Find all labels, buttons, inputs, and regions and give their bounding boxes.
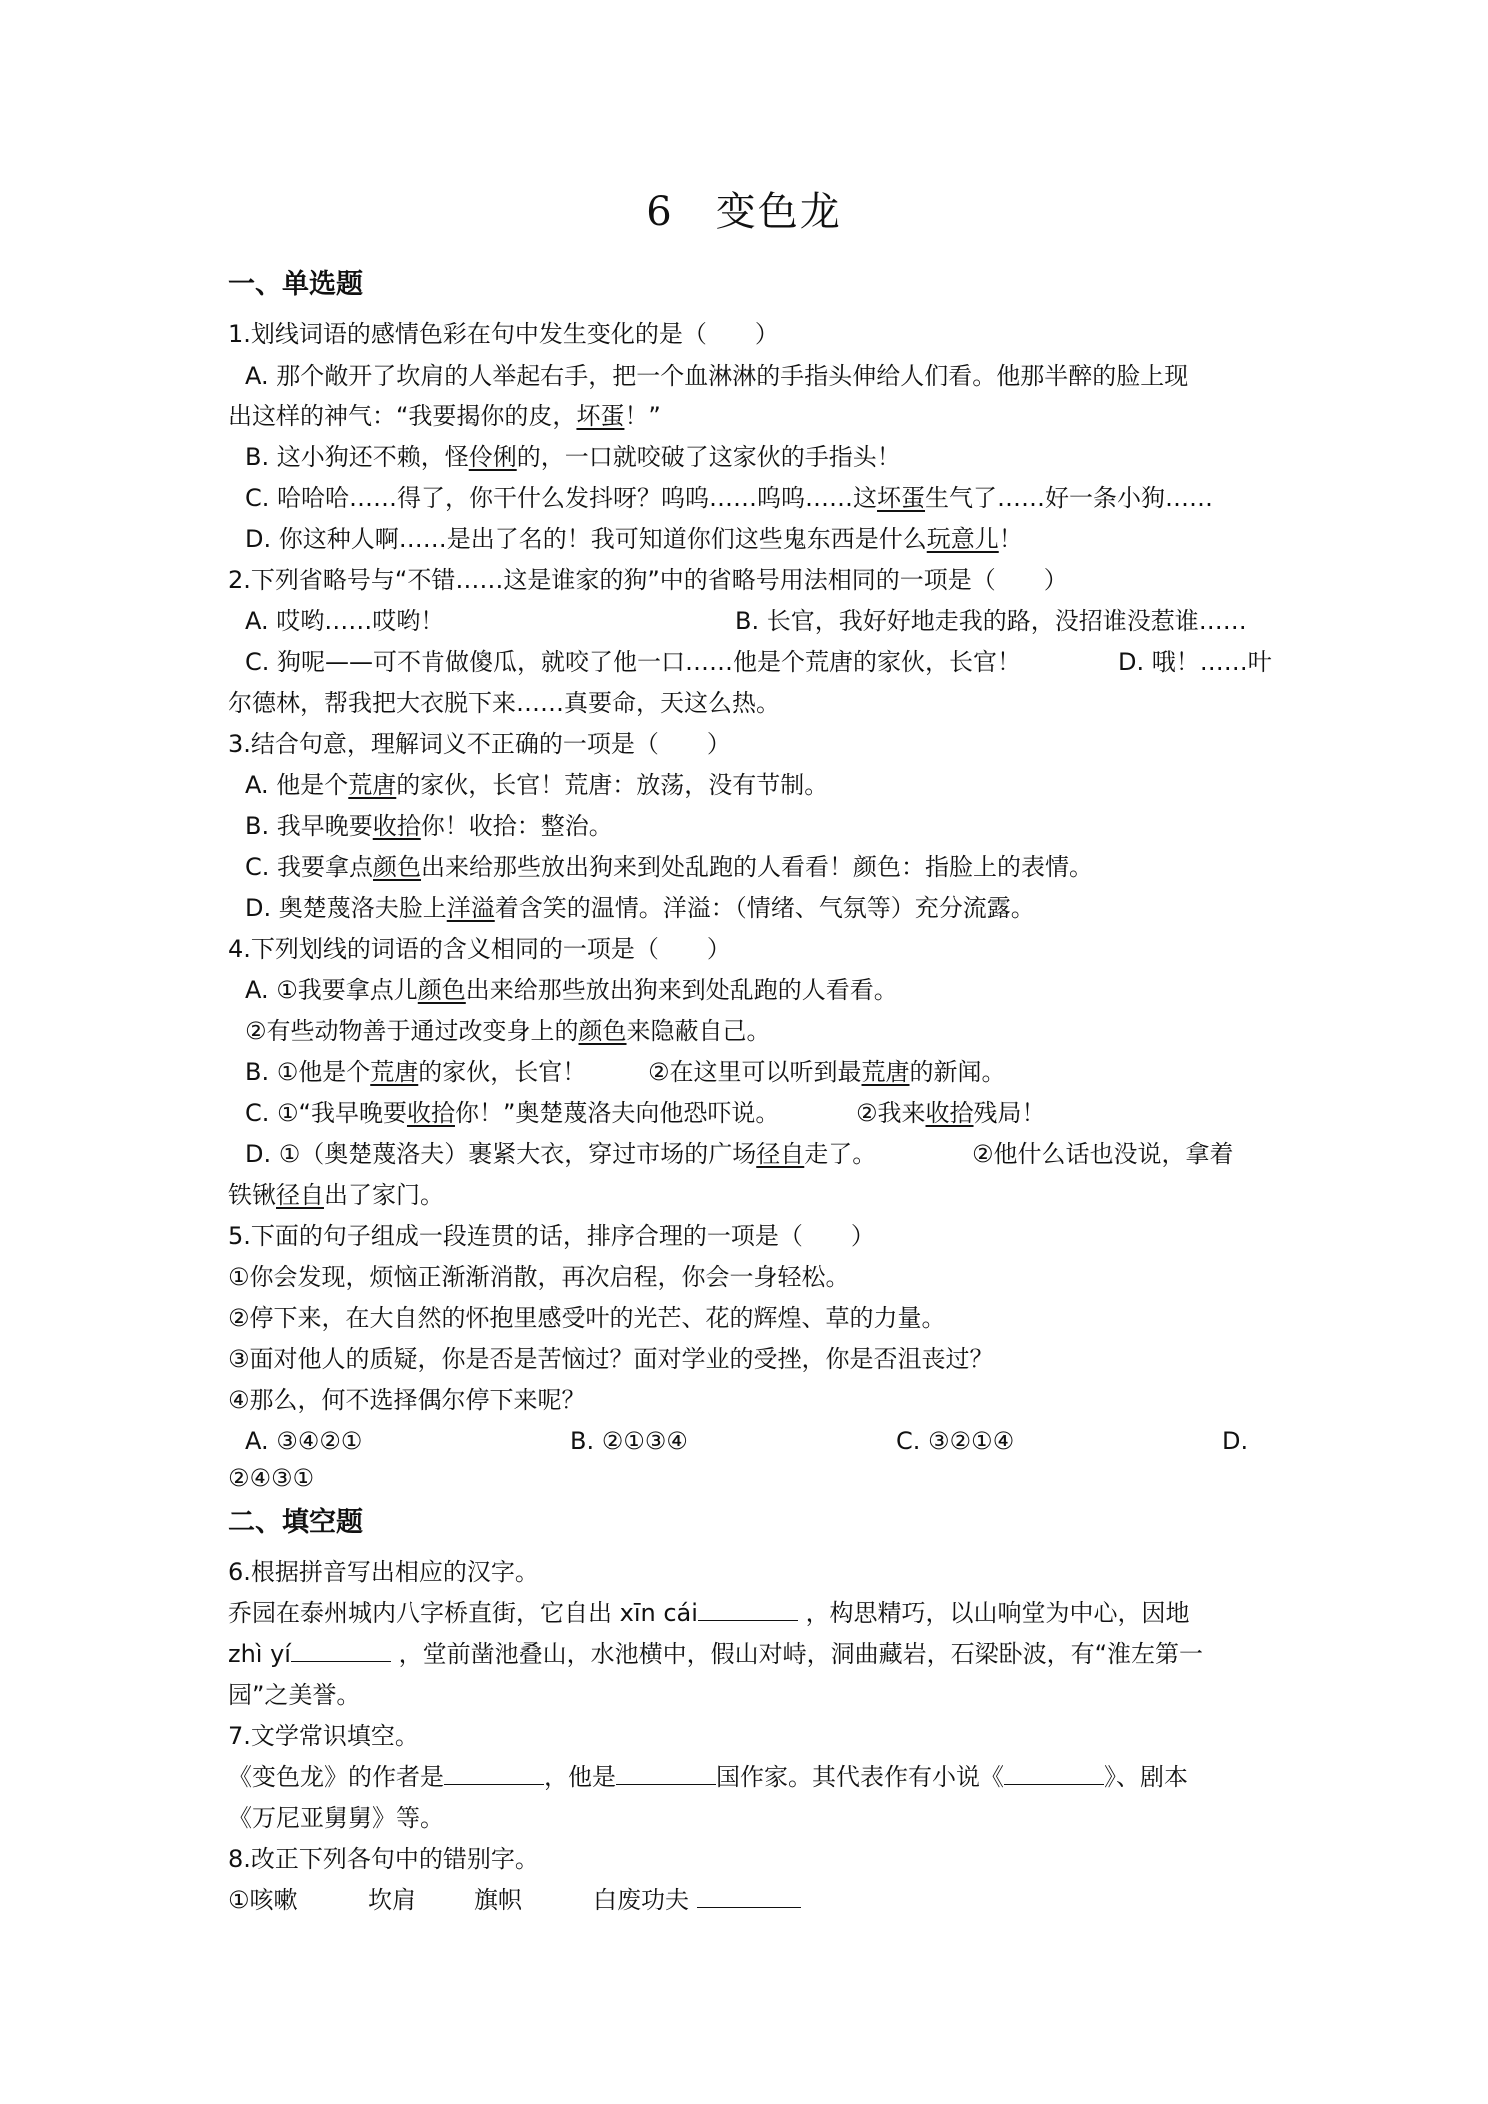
- question-1-option-c: C. 哈哈哈……得了，你干什么发抖呀？呜呜……呜呜……这坏蛋生气了……好一条小狗……: [245, 484, 1214, 512]
- question-7-line-2: 《万尼亚舅舅》等。: [228, 1804, 444, 1832]
- underlined-word: 荒唐: [861, 1058, 910, 1086]
- question-1-option-a-continued: 出这样的神气：“我要揭你的皮，坏蛋！”: [228, 402, 661, 430]
- question-4-option-c1: C. ①“我早晚要收拾你！”奥楚蔑洛夫向他恐吓说。: [245, 1099, 780, 1127]
- question-5-sentence-1: ①你会发现，烦恼正渐渐消散，再次启程，你会一身轻松。: [228, 1263, 850, 1291]
- question-5-option-d: D.: [1222, 1427, 1249, 1455]
- underlined-word: 伶俐: [468, 443, 517, 471]
- question-8-word-1: ①咳嗽: [228, 1886, 298, 1914]
- question-1-option-b: B. 这小狗还不赖，怪伶俐的，一口就咬破了这家伙的手指头！: [245, 443, 901, 471]
- underlined-word: 颜色: [417, 976, 466, 1004]
- question-5-option-c: C. ③②①④: [896, 1427, 1015, 1455]
- underlined-word: 洋溢: [446, 894, 495, 922]
- question-4-option-a1: A. ①我要拿点儿颜色出来给那些放出狗来到处乱跑的人看看。: [245, 976, 898, 1004]
- underlined-word: 荒唐: [348, 771, 397, 799]
- question-5-sentence-2: ②停下来，在大自然的怀抱里感受叶的光芒、花的辉煌、草的力量。: [228, 1304, 946, 1332]
- question-8-word-3: 旗帜: [474, 1886, 522, 1914]
- question-6-line-1: 乔园在泰州城内八字桥直街，它自出 xīn cái ，构思精巧，以山响堂为中心，因地: [228, 1599, 1190, 1627]
- question-3-option-d: D. 奥楚蔑洛夫脸上洋溢着含笑的温情。洋溢：（情绪、气氛等）充分流露。: [245, 894, 1035, 922]
- question-4-option-a2: ②有些动物善于通过改变身上的颜色来隐蔽自己。: [245, 1017, 771, 1045]
- question-8-word-2: 坎肩: [368, 1886, 416, 1914]
- question-5-sentence-4: ④那么，何不选择偶尔停下来呢？: [228, 1386, 586, 1414]
- underlined-word: 玩意儿: [926, 525, 999, 553]
- question-1-stem: 1.划线词语的感情色彩在句中发生变化的是（ ）: [228, 320, 779, 348]
- question-6-line-2: zhì yí ，堂前凿池叠山，水池横中，假山对峙，洞曲藏岩，石梁卧波，有“淮左第一: [228, 1640, 1204, 1668]
- question-2-option-b: B. 长官，我好好地走我的路，没招谁没惹谁……: [735, 607, 1247, 635]
- question-1-option-d: D. 你这种人啊……是出了名的！我可知道你们这些鬼东西是什么玩意儿！: [245, 525, 1023, 553]
- underlined-word: 收拾: [925, 1099, 974, 1127]
- question-5-sentence-3: ③面对他人的质疑，你是否是苦恼过？面对学业的受挫，你是否沮丧过？: [228, 1345, 994, 1373]
- question-3-stem: 3.结合句意，理解词义不正确的一项是（ ）: [228, 730, 731, 758]
- underlined-word: 收拾: [372, 812, 421, 840]
- question-4-option-d1: D. ①（奥楚蔑洛夫）裹紧大衣，穿过市场的广场径自走了。: [245, 1140, 877, 1168]
- underlined-word: 荒唐: [370, 1058, 419, 1086]
- question-3-option-b: B. 我早晚要收拾你！收拾：整治。: [245, 812, 613, 840]
- question-2-option-d-continued: 尔德林，帮我把大衣脱下来……真要命，天这么热。: [228, 689, 780, 717]
- question-7-line-1: 《变色龙》的作者是 ，他是 国作家。其代表作有小说《 》、剧本: [228, 1763, 1188, 1791]
- question-4-option-b2: ②在这里可以听到最荒唐的新闻。: [648, 1058, 1006, 1086]
- question-6-line-3: 园”之美誉。: [228, 1681, 361, 1709]
- underlined-word: 径自: [756, 1140, 805, 1168]
- question-5-option-d-continued: ②④③①: [228, 1464, 315, 1492]
- section-heading-single-choice: 一、单选题: [228, 269, 363, 300]
- question-3-option-a: A. 他是个荒唐的家伙，长官！荒唐：放荡，没有节制。: [245, 771, 829, 799]
- question-6-stem: 6.根据拼音写出相应的汉字。: [228, 1558, 539, 1586]
- answer-blank[interactable]: [697, 1885, 801, 1908]
- question-1-option-a: A. 那个敞开了坎肩的人举起右手，把一个血淋淋的手指头伸给人们看。他那半醉的脸上现: [245, 362, 1189, 390]
- underlined-word: 颜色: [578, 1017, 627, 1045]
- page-title: 6 变色龙: [646, 189, 842, 235]
- question-2-option-d: D. 哦！……叶: [1118, 648, 1272, 676]
- question-8-word-4: 白废功夫: [593, 1884, 801, 1916]
- answer-blank[interactable]: [444, 1762, 544, 1785]
- question-4-option-d2: ②他什么话也没说，拿着: [972, 1140, 1234, 1168]
- question-2-option-a: A. 哎哟……哎哟！: [245, 607, 445, 635]
- question-4-option-b1: B. ①他是个荒唐的家伙，长官！: [245, 1058, 587, 1086]
- question-4-stem: 4.下列划线的词语的含义相同的一项是（ ）: [228, 935, 731, 963]
- question-7-stem: 7.文学常识填空。: [228, 1722, 419, 1750]
- question-5-stem: 5.下面的句子组成一段连贯的话，排序合理的一项是（ ）: [228, 1222, 875, 1250]
- question-4-option-c2: ②我来收拾残局！: [856, 1099, 1046, 1127]
- answer-blank[interactable]: [698, 1598, 798, 1621]
- question-8-stem: 8.改正下列各句中的错别字。: [228, 1845, 539, 1873]
- underlined-word: 收拾: [406, 1099, 455, 1127]
- underlined-word: 径自: [276, 1181, 324, 1209]
- answer-blank[interactable]: [616, 1762, 716, 1785]
- question-5-option-a: A. ③④②①: [245, 1427, 363, 1455]
- question-2-stem: 2.下列省略号与“不错……这是谁家的狗”中的省略号用法相同的一项是（ ）: [228, 566, 1068, 594]
- underlined-word: 颜色: [373, 853, 422, 881]
- question-4-option-d-continued: 铁锹径自出了家门。: [228, 1181, 444, 1209]
- question-2-option-c: C. 狗呢——可不肯做傻瓜，就咬了他一口……他是个荒唐的家伙，长官！: [245, 648, 1022, 676]
- question-5-option-b: B. ②①③④: [570, 1427, 688, 1455]
- section-heading-fill-blank: 二、填空题: [228, 1507, 363, 1538]
- answer-blank[interactable]: [1004, 1762, 1104, 1785]
- underlined-word: 坏蛋: [576, 402, 625, 430]
- answer-blank[interactable]: [291, 1639, 391, 1662]
- question-3-option-c: C. 我要拿点颜色出来给那些放出狗来到处乱跑的人看看！颜色：指脸上的表情。: [245, 853, 1094, 881]
- underlined-word: 坏蛋: [877, 484, 926, 512]
